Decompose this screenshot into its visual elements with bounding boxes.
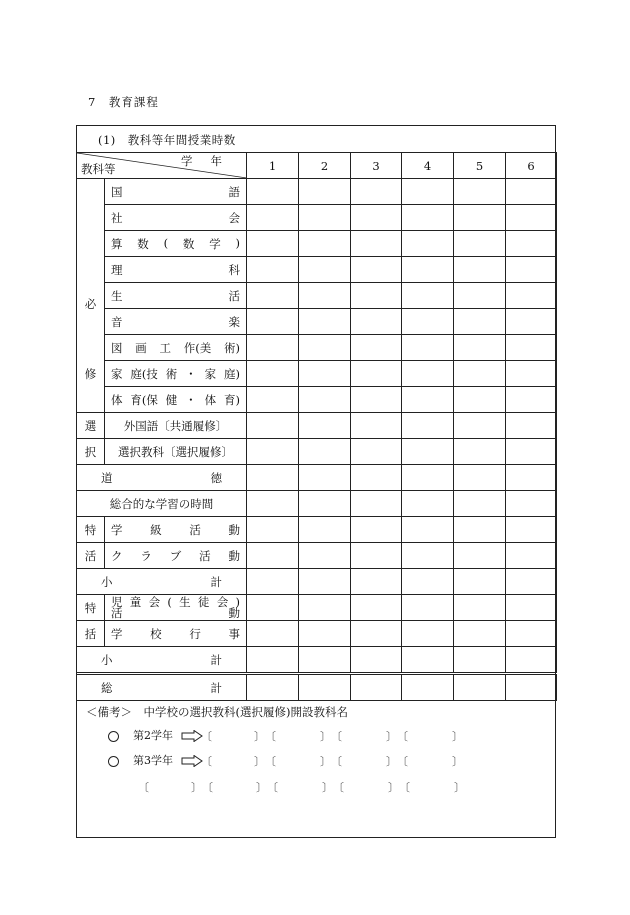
hours-cell[interactable] — [247, 283, 299, 309]
hours-cell[interactable] — [506, 413, 557, 439]
hours-cell[interactable] — [506, 179, 557, 205]
hours-cell[interactable] — [454, 231, 506, 257]
bracket-close: 〕 — [254, 755, 265, 768]
grade-header: 2 — [299, 153, 351, 179]
hours-cell[interactable] — [299, 647, 351, 674]
hours-cell[interactable] — [299, 491, 351, 517]
arrow-right-icon — [181, 755, 203, 767]
hours-cell[interactable] — [402, 387, 454, 413]
hours-cell[interactable] — [247, 335, 299, 361]
hours-cell[interactable] — [351, 413, 402, 439]
hours-cell[interactable] — [402, 231, 454, 257]
table-row — [77, 257, 557, 283]
tokkatsu-group-top: 特 — [77, 517, 105, 543]
hours-cell[interactable] — [247, 647, 299, 674]
hours-cell[interactable] — [351, 647, 402, 674]
bracket-open: 〔 — [265, 755, 276, 768]
hours-cell[interactable] — [247, 491, 299, 517]
hours-cell[interactable] — [247, 674, 299, 701]
hours-cell[interactable] — [299, 621, 351, 647]
hours-cell[interactable] — [299, 283, 351, 309]
hours-cell[interactable] — [402, 674, 454, 701]
grade3-label: 第3学年 — [133, 754, 173, 767]
notes-row-grade2 — [108, 727, 207, 743]
bracket-close: 〕 — [320, 730, 331, 743]
bracket-close: 〕 — [256, 781, 267, 794]
section-title: (1) 教科等年間授業時数 — [98, 133, 236, 147]
hours-cell[interactable] — [247, 179, 299, 205]
hours-cell[interactable] — [402, 413, 454, 439]
hours-cell[interactable] — [506, 361, 557, 387]
hours-cell[interactable] — [506, 465, 557, 491]
hours-cell[interactable] — [506, 335, 557, 361]
table-row — [77, 413, 557, 439]
hours-table — [76, 152, 557, 701]
hours-cell[interactable] — [247, 309, 299, 335]
page-heading: 7 教育課程 — [88, 95, 159, 109]
hours-cell[interactable] — [247, 387, 299, 413]
hours-cell[interactable] — [247, 231, 299, 257]
hours-cell[interactable] — [454, 439, 506, 465]
subject-cell: ク ラ ブ 活 動 — [105, 543, 247, 569]
grade2-label: 第2学年 — [133, 729, 173, 742]
hours-cell[interactable] — [506, 647, 557, 674]
table-row — [77, 179, 557, 205]
required-group-cell — [77, 179, 105, 413]
hours-cell[interactable] — [247, 439, 299, 465]
bracket-close: 〕 — [322, 781, 333, 794]
subject-cell: 音 楽 — [105, 309, 247, 335]
table-row — [77, 465, 557, 491]
elective-group-bottom: 択 — [77, 439, 105, 465]
hours-cell[interactable] — [506, 674, 557, 701]
arrow-right-icon — [181, 730, 203, 742]
hours-cell[interactable] — [351, 595, 402, 621]
hours-cell[interactable] — [299, 309, 351, 335]
hours-cell[interactable] — [299, 413, 351, 439]
hours-cell[interactable] — [299, 517, 351, 543]
table-row — [77, 674, 557, 701]
hours-cell[interactable] — [506, 543, 557, 569]
notes-row-grade3 — [108, 752, 207, 768]
bracket-close: 〕 — [386, 730, 397, 743]
hours-cell[interactable] — [506, 439, 557, 465]
hours-cell[interactable] — [454, 569, 506, 595]
hours-cell[interactable] — [402, 205, 454, 231]
table-row — [77, 491, 557, 517]
bracket-close: 〕 — [452, 730, 463, 743]
subject-cell: 学 校 行 事 — [105, 621, 247, 647]
hours-cell[interactable] — [454, 621, 506, 647]
bracket-open: 〔 — [397, 755, 408, 768]
hours-cell[interactable] — [454, 309, 506, 335]
hours-cell[interactable] — [454, 491, 506, 517]
bracket-open: 〔 — [333, 781, 344, 794]
table-row — [77, 283, 557, 309]
subject-cell: 家 庭(技 術 ・ 家 庭) — [105, 361, 247, 387]
integrated-cell: 総合的な学習の時間 — [77, 491, 247, 517]
hours-cell[interactable] — [247, 543, 299, 569]
bracket-open: 〔 — [399, 781, 410, 794]
bracket-close: 〕 — [320, 755, 331, 768]
subject-cell: 外国語〔共通履修〕 — [105, 413, 247, 439]
subject-cell: 国 語 — [105, 179, 247, 205]
hours-cell[interactable] — [454, 413, 506, 439]
table-row — [77, 543, 557, 569]
diagonal-header-cell — [77, 153, 247, 179]
table-row — [77, 335, 557, 361]
total-cell: 総 計 — [77, 674, 247, 701]
subject-cell: 算 数 ( 数 学 ) — [105, 231, 247, 257]
bracket-close: 〕 — [386, 755, 397, 768]
hours-cell[interactable] — [402, 569, 454, 595]
hours-cell[interactable] — [351, 335, 402, 361]
group-label-top: 必 — [84, 296, 97, 311]
table-row — [77, 595, 557, 621]
bracket-open: 〔 — [331, 755, 342, 768]
header-row — [77, 153, 557, 179]
hours-cell[interactable] — [351, 361, 402, 387]
hours-cell[interactable] — [351, 569, 402, 595]
circle-bullet-icon — [108, 731, 119, 742]
notes-title: ＜備考＞ 中学校の選択教科(選択履修)開設教科名 — [86, 705, 348, 719]
bracket-close: 〕 — [191, 781, 202, 794]
subject-cell: 図 画 工 作(美 術) — [105, 335, 247, 361]
tokkatsu2-group-top: 特 — [77, 595, 105, 621]
bracket-open: 〔 — [331, 730, 342, 743]
table-row — [77, 439, 557, 465]
hours-cell[interactable] — [454, 517, 506, 543]
subject-cell: 社 会 — [105, 205, 247, 231]
hours-cell[interactable] — [247, 569, 299, 595]
hours-cell[interactable] — [299, 205, 351, 231]
hours-cell[interactable] — [454, 179, 506, 205]
subject-cell: 学 級 活 動 — [105, 517, 247, 543]
grade-header: 5 — [454, 153, 506, 179]
hours-cell[interactable] — [402, 179, 454, 205]
hours-cell[interactable] — [402, 257, 454, 283]
hours-cell[interactable] — [247, 361, 299, 387]
hours-cell[interactable] — [299, 335, 351, 361]
hours-cell[interactable] — [351, 309, 402, 335]
hours-cell[interactable] — [299, 595, 351, 621]
hours-cell[interactable] — [402, 361, 454, 387]
subtotal-cell: 小 計 — [77, 569, 247, 595]
bracket-close: 〕 — [388, 781, 399, 794]
hours-cell[interactable] — [506, 491, 557, 517]
hours-cell[interactable] — [299, 179, 351, 205]
hours-cell[interactable] — [247, 517, 299, 543]
hours-cell[interactable] — [454, 647, 506, 674]
hours-cell[interactable] — [299, 439, 351, 465]
hours-cell[interactable] — [299, 361, 351, 387]
subject-cell: 選択教科〔選択履修〕 — [105, 439, 247, 465]
hours-cell[interactable] — [402, 543, 454, 569]
hours-cell[interactable] — [351, 387, 402, 413]
hours-cell[interactable] — [506, 595, 557, 621]
hours-cell[interactable] — [454, 387, 506, 413]
table-row — [77, 231, 557, 257]
hours-cell[interactable] — [454, 283, 506, 309]
hours-cell[interactable] — [351, 543, 402, 569]
bracket-open: 〔 — [202, 781, 213, 794]
hours-cell[interactable] — [299, 257, 351, 283]
hours-cell[interactable] — [402, 335, 454, 361]
hours-cell[interactable] — [299, 674, 351, 701]
table-row — [77, 387, 557, 413]
hours-cell[interactable] — [402, 283, 454, 309]
hours-cell[interactable] — [454, 335, 506, 361]
grade-header: 6 — [506, 153, 557, 179]
hours-cell[interactable] — [402, 517, 454, 543]
hours-cell[interactable] — [454, 361, 506, 387]
hours-cell[interactable] — [247, 257, 299, 283]
hours-cell[interactable] — [506, 569, 557, 595]
hours-cell[interactable] — [299, 231, 351, 257]
hours-cell[interactable] — [299, 387, 351, 413]
table-row — [77, 361, 557, 387]
bracket-open: 〔 — [397, 730, 408, 743]
moral-cell: 道 徳 — [77, 465, 247, 491]
hours-cell[interactable] — [402, 439, 454, 465]
hours-cell[interactable] — [247, 465, 299, 491]
hours-cell[interactable] — [299, 569, 351, 595]
hours-cell[interactable] — [247, 595, 299, 621]
tokkatsu2-group-bottom: 括 — [77, 621, 105, 647]
hours-cell[interactable] — [506, 387, 557, 413]
hours-cell[interactable] — [506, 517, 557, 543]
hours-cell[interactable] — [351, 231, 402, 257]
subject-cell: 生 活 — [105, 283, 247, 309]
grade-header: 3 — [351, 153, 402, 179]
hours-cell[interactable] — [299, 543, 351, 569]
hours-cell[interactable] — [454, 595, 506, 621]
hours-cell[interactable] — [454, 205, 506, 231]
hours-cell[interactable] — [247, 413, 299, 439]
hours-cell[interactable] — [402, 647, 454, 674]
hours-cell[interactable] — [506, 205, 557, 231]
table-row — [77, 517, 557, 543]
bracket-open: 〔 — [267, 781, 278, 794]
hours-cell[interactable] — [351, 517, 402, 543]
circle-bullet-icon — [108, 756, 119, 767]
subject-cell: 児 童 会 ( 生 徒 会 ) 活 動 — [105, 595, 247, 621]
table-row — [77, 621, 557, 647]
hours-cell[interactable] — [351, 465, 402, 491]
hours-cell[interactable] — [454, 543, 506, 569]
grade-header: 1 — [247, 153, 299, 179]
hours-cell[interactable] — [351, 257, 402, 283]
bracket-close: 〕 — [454, 781, 465, 794]
hours-cell[interactable] — [506, 621, 557, 647]
bracket-close: 〕 — [254, 730, 265, 743]
subject-cell: 理 科 — [105, 257, 247, 283]
hours-cell[interactable] — [351, 179, 402, 205]
hours-cell[interactable] — [506, 231, 557, 257]
table-row — [77, 309, 557, 335]
hours-cell[interactable] — [454, 674, 506, 701]
hours-cell[interactable] — [454, 257, 506, 283]
tokkatsu-group-bottom: 活 — [77, 543, 105, 569]
subtotal-cell: 小 計 — [77, 647, 247, 674]
bracket-close: 〕 — [452, 755, 463, 768]
table-row — [77, 205, 557, 231]
hours-cell[interactable] — [351, 205, 402, 231]
hours-cell[interactable] — [299, 465, 351, 491]
hours-cell[interactable] — [454, 465, 506, 491]
bracket-open: 〔 — [201, 755, 212, 768]
group-label-bottom: 修 — [84, 366, 97, 381]
bracket-open: 〔 — [265, 730, 276, 743]
hours-cell[interactable] — [402, 309, 454, 335]
hours-cell[interactable] — [247, 205, 299, 231]
hours-cell[interactable] — [247, 621, 299, 647]
hours-cell[interactable] — [402, 595, 454, 621]
table-row — [77, 569, 557, 595]
hours-cell[interactable] — [506, 309, 557, 335]
hours-cell[interactable] — [506, 283, 557, 309]
hours-cell[interactable] — [402, 621, 454, 647]
hours-cell[interactable] — [351, 439, 402, 465]
hours-cell[interactable] — [351, 491, 402, 517]
bracket-open: 〔 — [138, 781, 149, 794]
hours-cell[interactable] — [506, 257, 557, 283]
hours-cell[interactable] — [402, 491, 454, 517]
grade-header: 4 — [402, 153, 454, 179]
bracket-open: 〔 — [201, 730, 212, 743]
grade-label: 学年 — [181, 154, 240, 168]
hours-cell[interactable] — [402, 465, 454, 491]
table-row — [77, 647, 557, 674]
elective-group-top: 選 — [77, 413, 105, 439]
hours-cell[interactable] — [351, 674, 402, 701]
hours-cell[interactable] — [351, 621, 402, 647]
hours-cell[interactable] — [351, 283, 402, 309]
subject-cell: 体 育(保 健 ・ 体 育) — [105, 387, 247, 413]
subject-label: 教科等 — [81, 162, 116, 176]
